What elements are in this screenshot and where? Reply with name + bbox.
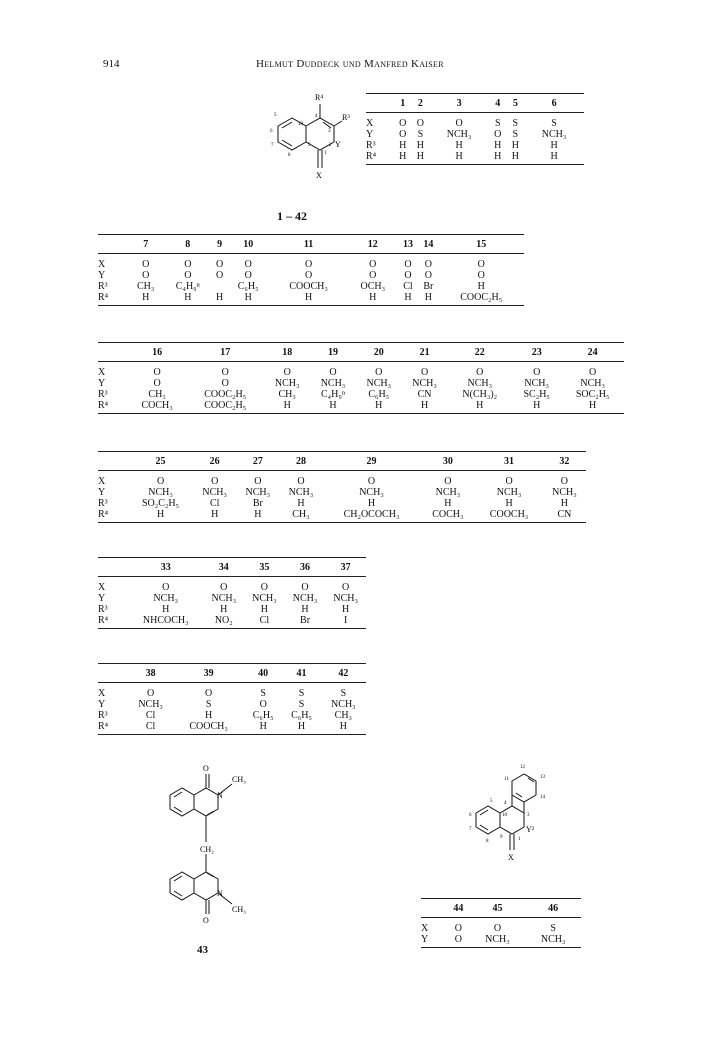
svg-text:CH₂: CH₂	[200, 845, 214, 854]
svg-text:4: 4	[504, 801, 507, 806]
table-compounds-38-42: 38 39 40 41 42 X O O S S S Y NCH₃ S O S NCH₃ R³ Cl H C₆H₅ C₆H₅ CH₃ R⁴ Cl COOCH₃ H H H	[98, 663, 366, 735]
svg-text:O: O	[203, 764, 209, 773]
table-row: R³ H H H H H H	[366, 140, 558, 151]
svg-text:CH₃: CH₃	[232, 775, 246, 784]
table-row: Y NCH₃ S O S NCH₃	[98, 699, 356, 710]
svg-text:8: 8	[288, 153, 291, 158]
table-row: R⁴ Cl COOCH₃ H H H	[98, 721, 366, 735]
r3-label: R³	[342, 113, 350, 122]
table-row: Y NCH₃ NCH₃ NCH₃ NCH₃ NCH₃ NCH₃ NCH₃ NCH₃	[98, 487, 577, 498]
svg-text:CH₃: CH₃	[232, 905, 246, 914]
table-row: R³ Cl H C₆H₅ C₆H₅ CH₃	[98, 710, 353, 721]
svg-text:1: 1	[324, 151, 327, 156]
table-row: X O O O O O O O O O	[98, 259, 485, 270]
table-compounds-16-24: 16 17 18 19 20 21 22 23 24 X O O O O O O O O O Y O O NCH₃ NCH₃ NCH₃ NCH₃ NCH₃ NCH₃ NCH₃ R³ CH₃ COOC₂H₅ CH₃ C₄H₉ⁿ C₆H₅ CN N(CH₃)₂ SC₂H₅ SOC₂H₅ R⁴ COCH₃ COOC₂H₅ H H H H H H H	[98, 342, 624, 414]
table-compounds-44-46: 44 45 46 X O O S Y O NCH₃ NCH₃	[421, 898, 581, 948]
svg-text:11: 11	[504, 777, 509, 782]
table-row: X O O O O O O O O O	[98, 367, 597, 378]
bis-isoquinolinone-structure	[160, 760, 280, 940]
table-row: R⁴ H H H CH₃ CH₂OCOCH₃ COCH₃ COOCH₃ CN	[98, 509, 586, 523]
svg-text:2: 2	[329, 143, 332, 148]
svg-text:14: 14	[540, 795, 545, 800]
table-row: X O O S	[421, 923, 556, 934]
table-row: R⁴ COCH₃ COOC₂H₅ H H H H H H H	[98, 400, 624, 414]
benzo-isochromanone-structure	[450, 758, 560, 888]
table-row: X O O O O O O O O	[98, 476, 569, 487]
svg-text:7: 7	[271, 143, 274, 148]
svg-text:O: O	[203, 916, 209, 925]
table-compounds-1-6: 1 2 3 4 5 6 X O O O S S S Y O S NCH₃ O S NCH₃ R³ H H H H H H R⁴ H H H H H H	[366, 93, 584, 165]
table-row: X O O O O O	[98, 582, 350, 593]
table-row: X O O S S S	[98, 688, 347, 699]
svg-text:7: 7	[469, 827, 472, 832]
table-row: Y O NCH₃ NCH₃	[421, 934, 581, 948]
table-compounds-33-37: 33 34 35 36 37 X O O O O O Y NCH₃ NCH₃ NCH₃ NCH₃ NCH₃ R³ H H H H H R⁴ NHCOCH₃ NO₂ Cl Br I	[98, 557, 366, 629]
svg-text:Y²: Y²	[526, 825, 535, 834]
svg-text:8: 8	[486, 839, 489, 844]
table-row: Y O O NCH₃ NCH₃ NCH₃ NCH₃ NCH₃ NCH₃ NCH₃	[98, 378, 605, 389]
svg-text:N: N	[217, 791, 223, 800]
y-label: Y	[335, 140, 341, 149]
table-row: R³ H H H H H	[98, 604, 350, 615]
running-header-authors: Helmut Duddeck und Manfred Kaiser	[256, 58, 444, 70]
table-row: Y O O O O O O O O O	[98, 270, 485, 281]
svg-text:5: 5	[490, 799, 493, 804]
table-row: Y O S NCH₃ O S NCH₃	[366, 129, 567, 140]
svg-text:N: N	[217, 889, 223, 898]
svg-text:5: 5	[274, 113, 277, 118]
svg-text:10: 10	[502, 813, 507, 818]
svg-text:3: 3	[328, 129, 331, 134]
x-label: X	[316, 171, 322, 180]
table-row: Y NCH₃ NCH₃ NCH₃ NCH₃ NCH₃	[98, 593, 358, 604]
svg-text:9: 9	[308, 143, 311, 148]
table-row: R⁴ H H H H H H H H COOC₂H₅	[98, 292, 524, 306]
table-row: R⁴ H H H H H H	[366, 151, 584, 165]
svg-text:13: 13	[540, 775, 545, 780]
svg-text:12: 12	[520, 765, 525, 770]
table-row: R⁴ NHCOCH₃ NO₂ Cl Br I	[98, 615, 366, 629]
svg-text:6: 6	[469, 813, 472, 818]
svg-text:X: X	[508, 853, 514, 862]
page-number: 914	[103, 58, 120, 70]
table-row: R³ CH₃ C₄H₉ⁿ C₆H₅ COOCH₃ OCH₃ Cl Br H	[98, 281, 485, 292]
r4-label: R⁴	[315, 93, 324, 102]
compound-43-label: 43	[197, 944, 208, 956]
compound-range-label: 1 – 42	[277, 209, 307, 223]
table-compounds-7-15: 7 8 9 10 11 12 13 14 15 X O O O O O O O O O Y O O O O O O O O O R³ CH₃ C₄H₉ⁿ C₆H₅ COOCH₃ OCH₃ Cl Br H R⁴ H H H H H H H H COOC₂H₅	[98, 234, 524, 306]
svg-text:3: 3	[527, 813, 530, 818]
table-row: R³ SO₂C₂H₅ Cl Br H H H H H	[98, 498, 569, 509]
table-compounds-25-32: 25 26 27 28 29 30 31 32 X O O O O O O O O Y NCH₃ NCH₃ NCH₃ NCH₃ NCH₃ NCH₃ NCH₃ NCH₃ R³ SO₂C₂H₅ Cl Br H H H H H R⁴ H H H CH₃ CH₂OCOCH₃ COCH₃ COOCH₃ CN	[98, 451, 586, 523]
table-row: X O O O S S S	[366, 118, 557, 129]
svg-text:4: 4	[315, 114, 318, 119]
isochromanone-core-structure	[238, 88, 358, 198]
svg-text:6: 6	[270, 129, 273, 134]
svg-text:9: 9	[500, 835, 503, 840]
table-row: R³ CH₃ COOC₂H₅ CH₃ C₄H₉ⁿ C₆H₅ CN N(CH₃)₂ SC₂H₅ SOC₂H₅	[98, 389, 610, 400]
svg-text:1: 1	[518, 837, 521, 842]
svg-text:10: 10	[298, 122, 303, 127]
